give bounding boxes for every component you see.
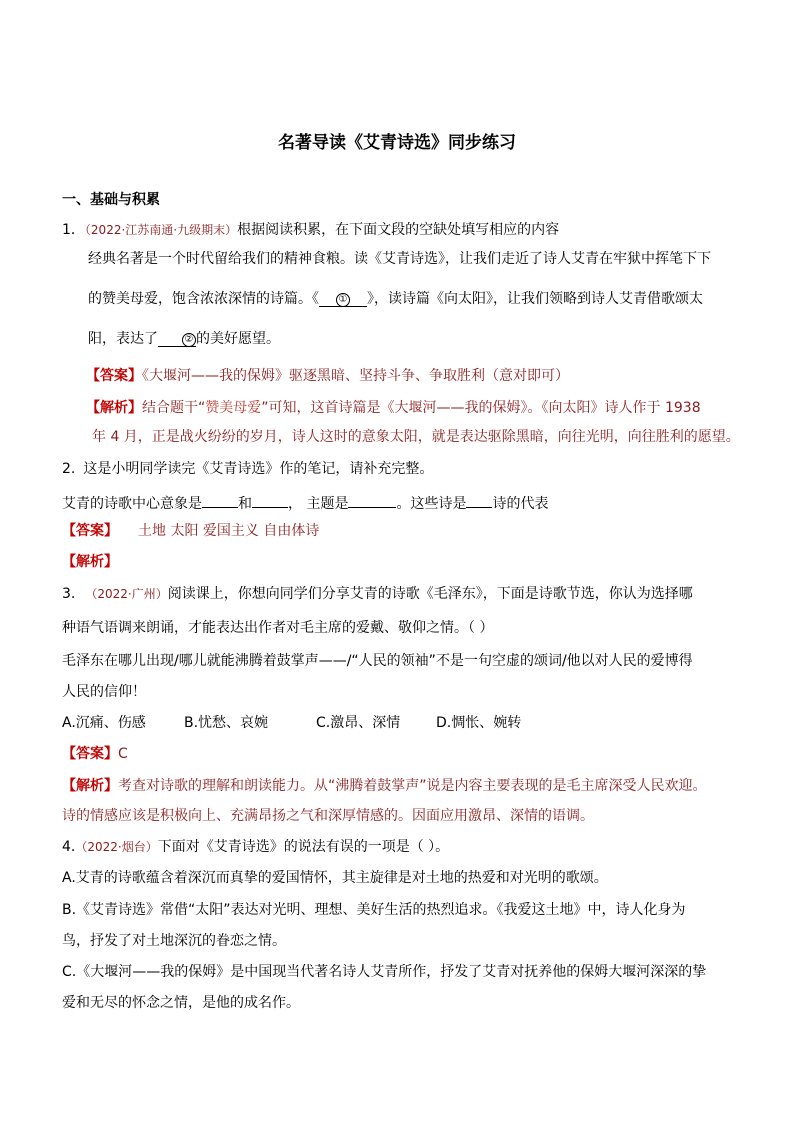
analysis-text: 结合题干“ — [142, 400, 206, 416]
question-source: （2022·江苏南通·九级期末） — [84, 223, 238, 237]
analysis-text: ”可知，这首诗篇是《大堰河——我的保姆》。《向太阳》诗人作于 1938 — [261, 400, 701, 416]
answer-label: 【答案】 — [86, 368, 142, 384]
q4-option-b-line-1[interactable]: B.《艾青诗选》常借“太阳”表达对光明、理想、美好生活的热烈追求。《我爱这土地》中，诗人化身为 — [62, 902, 686, 918]
question-stem: 根据阅读积累，在下面文段的空缺处填写相应的内容 — [237, 222, 560, 238]
q1-text: 的赞美母爱，饱含浓浓深情的诗篇。《 — [88, 291, 319, 307]
q3-option-d[interactable]: D.惆怅、婉转 — [436, 715, 522, 731]
question-4-header — [62, 837, 449, 857]
question-number: 1． — [62, 222, 85, 238]
analysis-label: 【解析】 — [62, 778, 118, 794]
question-stem: 下面对《艾青诗选》的说法有误的一项是（ ）。 — [157, 839, 450, 855]
q2-answer — [62, 521, 319, 541]
q4-option-c-line-2: 爱和无尽的怀念之情，是他的成名作。 — [62, 995, 300, 1011]
q1-analysis-line-2: 年 4 月，正是战火纷纷的岁月，诗人这时的意象太阳，就是表达驱除黑暗，向往光明，向往胜利的愿望。 — [92, 429, 740, 445]
answer-label: 【答案】 — [62, 523, 118, 539]
q1-paragraph-line-2 — [88, 289, 703, 309]
question-2-header — [62, 459, 433, 479]
question-1-header — [62, 220, 559, 240]
q2-text: 艾青的诗歌中心意象是 — [62, 496, 202, 512]
q2-text: 和 — [238, 496, 252, 512]
q3-analysis-line-1 — [62, 776, 707, 796]
q3-answer — [62, 744, 128, 764]
q4-option-b-line-2: 鸟，抒发了对土地深沉的眷恋之情。 — [62, 933, 286, 949]
blank-style[interactable] — [466, 490, 492, 508]
answer-text: 《大堰河——我的保姆》驱逐黑暗、坚持斗争、争取胜利（意对即可） — [142, 368, 569, 384]
answer-label: 【答案】 — [62, 746, 118, 762]
q4-option-a[interactable]: A.艾青的诗歌蕴含着深沉而真挚的爱国情怀，其主旋律是对土地的热爱和对光明的歌颂。 — [62, 870, 608, 886]
question-stem: 阅读课上，你想向同学们分享艾青的诗歌《毛泽东》，下面是诗歌节选，你认为选择哪 — [167, 586, 693, 602]
analysis-text: 考查对诗歌的理解和朗读能力。从“沸腾着鼓掌声”说是内容主要表现的是毛主席深受人民欢迎。 — [118, 778, 707, 794]
q2-text: 诗的代表 — [492, 496, 549, 512]
q3-option-a[interactable]: A.沉痛、伤感 — [62, 715, 146, 731]
blank-image-1[interactable] — [202, 490, 238, 508]
question-stem: 这是小明同学读完《艾青诗选》作的笔记，请补充完整。 — [83, 461, 434, 477]
q2-text: 。这些诗是 — [396, 496, 467, 512]
section-heading: 一、基础与积累 — [62, 192, 160, 208]
blank-image-2[interactable] — [252, 490, 288, 508]
blank-1[interactable] — [319, 289, 367, 307]
q3-stem-line-2: 种语气语调来朗诵，才能表达出作者对毛主席的爱戴、敬仰之情。（ ） — [62, 620, 494, 636]
q1-paragraph-line-1: 经典名著是一个时代留给我们的精神食粮。读《艾青诗选》，让我们走近了诗人艾青在牢狱中挥笔下下 — [88, 251, 711, 267]
answer-text: C — [118, 746, 128, 762]
analysis-label: 【解析】 — [86, 400, 142, 416]
q2-notes-line — [62, 490, 548, 514]
answer-text: 土地 太阳 爱国主义 自由体诗 — [138, 523, 320, 539]
question-source: （2022·广州） — [85, 587, 168, 601]
blank-2[interactable] — [158, 329, 196, 347]
q3-poem-line-1: 毛泽东在哪儿出现/哪儿就能沸腾着鼓掌声——/“人民的领袖”不是一句空虚的颂词/他以对人民的爱博得 — [62, 653, 693, 669]
q3-poem-line-2: 人民的信仰！ — [62, 684, 146, 700]
question-number: 4. — [62, 839, 76, 855]
question-number: 3. — [62, 586, 76, 602]
q3-option-c[interactable]: C.激昂、深情 — [316, 715, 401, 731]
q1-text: 》，读诗篇《向太阳》，让我们领略到诗人艾青借歌颂太 — [367, 291, 703, 307]
q1-paragraph-line-3 — [88, 329, 280, 349]
blank-1-marker: ① — [336, 293, 350, 307]
question-source: （2022·烟台） — [75, 840, 158, 854]
blank-theme[interactable] — [348, 490, 396, 508]
q1-text: 阳，表达了 — [88, 331, 158, 347]
q2-analysis-label: 【解析】 — [62, 554, 118, 570]
question-number: 2. — [62, 461, 76, 477]
q3-option-b[interactable]: B.忧愁、哀婉 — [184, 715, 269, 731]
analysis-quote: 赞美母爱 — [205, 400, 262, 416]
question-3-header — [62, 584, 693, 604]
q1-analysis-line-1 — [86, 398, 701, 418]
q2-text: ， 主题是 — [288, 496, 349, 512]
q1-text: 的美好愿望。 — [196, 331, 280, 347]
q3-analysis-line-2: 诗的情感应该是积极向上、充满昂扬之气和深厚情感的。因面应用激昂、深情的语调。 — [62, 808, 594, 824]
page-title: 名著导读《艾青诗选》同步练习 — [278, 133, 516, 153]
q1-answer — [86, 366, 569, 386]
blank-2-marker: ② — [182, 333, 196, 347]
q4-option-c-line-1[interactable]: C.《大堰河——我的保姆》是中国现当代著名诗人艾青所作，抒发了艾青对抚养他的保姆大堰河深深的挚 — [62, 964, 707, 980]
